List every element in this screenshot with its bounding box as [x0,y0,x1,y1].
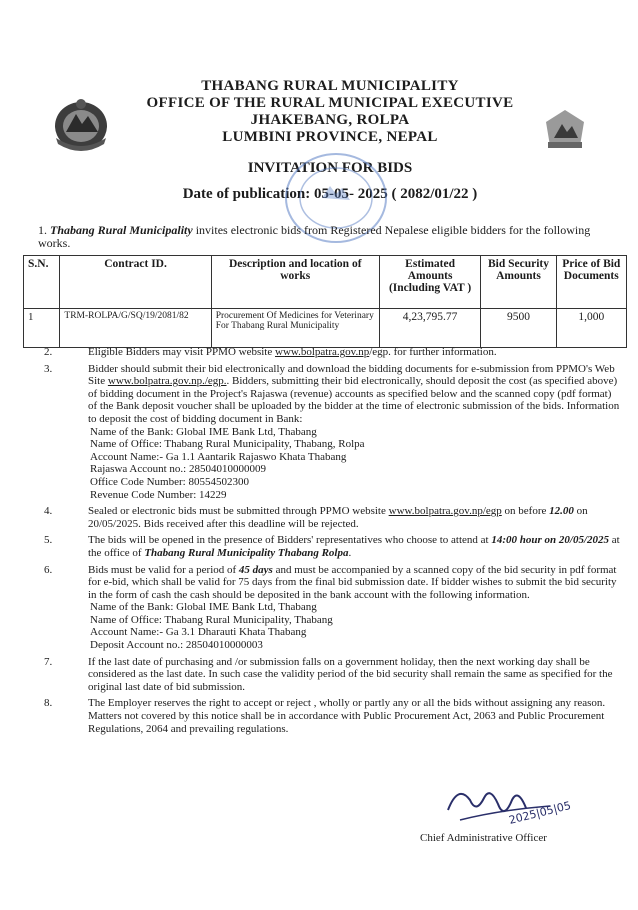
ppmo-link[interactable]: www.bolpatra.gov.np [275,346,370,358]
list-item-7: 7. If the last date of purchasing and /or submission falls on a government holiday, then the next working day shall be considered as the last date. In such case the validity period of the bid security shall remain the same as specified for the original last date of bid submission. [44,655,613,693]
list-item-2: 2. Eligible Bidders may visit PPMO website www.bolpatra.gov.np/egp. for further information. [44,346,497,358]
cell-security: 9500 [481,309,556,348]
bank-info-rajaswa: Name of the Bank: Global IME Bank Ltd, Thabang Name of Office: Thabang Rural Municipality, Thabang, Rolpa Account Name:- Ga 1.1 Aantarik Rajaswo Khata Thabang Rajaswa Account no.: 28504010000009 Office Code Number: 80554502300 Revenue Code Number: 14229 [90,425,365,501]
submission-link[interactable]: www.bolpatra.gov.np/egp [388,505,502,518]
list-item-4: 4. Sealed or electronic bids must be submitted through PPMO website www.bolpatra.gov.np/egp on before 12.00 on 20/05/2025. Bids received after this deadline will be rejected. [44,505,588,530]
list-item-5: 5. The bids will be opened in the presence of Bidders' representatives who choose to attend at 14:00 hour on 20/05/2025 at the office of Thabang Rural Municipality Thabang Rolpa. [44,534,620,559]
list-item-6: 6. Bids must be valid for a period of 45 days and must be accompanied by a scanned copy of the bid security in pdf format for e-bid, which shall be valid for 75 days from the final bid submission date. If bidder wishes to submit the bid security in the form of cash the cash should be deposited in the bank account with the following information. Name of the Bank: Global IME Bank Ltd, Thabang Name of Office: Thabang Rural Municipality, Thabang Account Name:- Ga 3.1 Dharauti Khata Thabang Deposit Account no.: 28504010000003 [40,564,620,652]
cell-price: 1,000 [556,309,626,348]
list-item-8: 8. The Employer reserves the right to accept or reject , wholly or partly any or all the bids without assigning any reason. Matters not covered by this notice shall be in accordance with Public Procurement Act, 2063 and Public Procurement Regulations, 2064 and prevailing regulations. [44,697,606,735]
cell-description: Procurement Of Medicines for Veterinary For Thabang Rural Municipality [211,309,379,348]
header-contract-id: Contract ID. [60,256,211,309]
publication-date: Date of publication: 05-05- 2025 ( 2082/01/22 ) [182,186,478,202]
cell-sn: 1 [24,309,60,348]
header-estimated: Estimated Amounts (Including VAT ) [379,256,481,309]
header-municipality-name: THABANG RURAL MUNICIPALITY [201,78,459,94]
document-title: INVITATION FOR BIDS [247,160,413,176]
table-header-row [24,256,627,309]
header-bid-security: Bid Security Amounts [481,256,556,309]
table-row [24,309,627,348]
notice-items [40,346,620,739]
cell-contract-id: TRM-ROLPA/G/SQ/19/2081/82 [60,309,211,348]
signature [440,770,590,840]
bank-info-deposit: Name of the Bank: Global IME Bank Ltd, Thabang Name of Office: Thabang Rural Municipality, Thabang Account Name:- Ga 3.1 Dharauti Khata Thabang Deposit Account no.: 28504010000003 [90,601,333,652]
header-office-name: OFFICE OF THE RURAL MUNICIPAL EXECUTIVE [146,95,514,111]
bids-table [23,255,627,348]
cell-estimate: 4,23,795.77 [379,309,481,348]
ppmo-egp-link[interactable]: www.bolpatra.gov.np./egp. [107,375,227,388]
header-location: JHAKEBANG, ROLPA [250,112,410,128]
intro-paragraph: 1. Thabang Rural Municipality invites electronic bids from Registered Nepalese eligible bidders for the following works. [38,223,591,250]
signatory-title: Chief Administrative Officer [420,832,547,844]
intro-entity: Thabang Rural Municipality [50,223,193,237]
header-province: LUMBINI PROVINCE, NEPAL [222,129,438,145]
header-description: Description and location of works [211,256,379,309]
header-price: Price of Bid Documents [556,256,626,309]
signature-date: 2025|05|05 [507,798,573,827]
header-sn: S.N. [24,256,60,309]
list-item-3: 3. Bidder should submit their bid electronically and download the bidding documents for e-submission from PPMO's Web Site www.bolpatra.gov.np./egp.. Bidders, submitting their bid electronically, should deposit the cost (as specified above) of bidding document in the Project's Rajaswa (revenue) accounts as specified below and the scanned copy (pdf format) of the Bank deposit voucher shall be uploaded by the bidder at the time of electronic submission of the bids. Information to deposit the cost of bidding document in Bank: Name of the Bank: Global IME Bank Ltd, Thabang Name of Office: Thabang Rural Municipality, Thabang, Rolpa Account Name:- Ga 1.1 Aantarik Rajaswo Khata Thabang Rajaswa Account no.: 28504010000009 Office Code Number: 80554502300 Revenue Code Number: 14229 [44,362,620,501]
